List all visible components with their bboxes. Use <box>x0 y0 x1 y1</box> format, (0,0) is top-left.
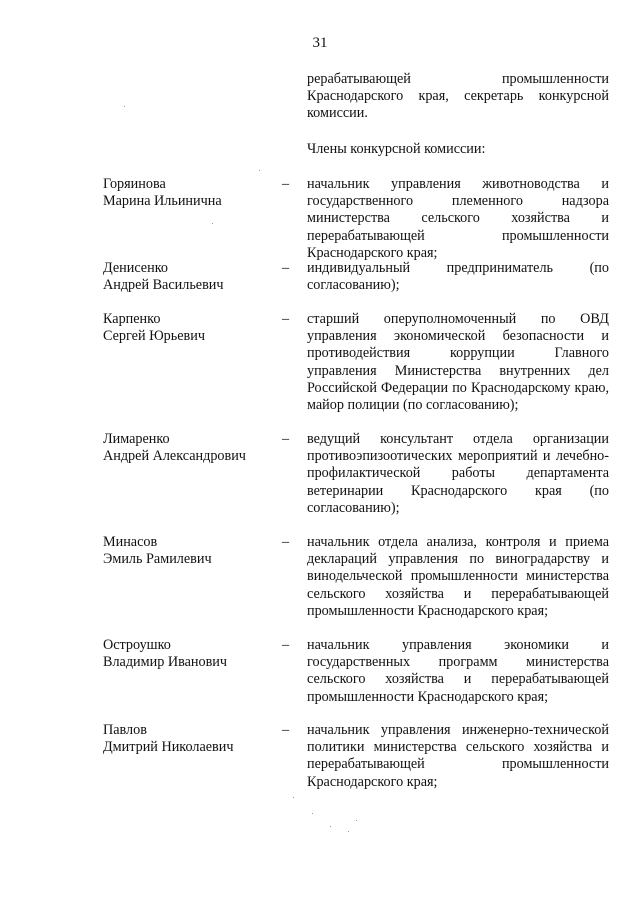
members-heading: Члены конкурсной комиссии: <box>307 141 486 157</box>
member-surname: Лимаренко <box>103 431 170 447</box>
member-dash: – <box>282 176 290 192</box>
member-name <box>103 431 278 465</box>
member-dash: – <box>282 431 290 447</box>
member-dash: – <box>282 311 290 327</box>
member-given-names: Эмиль Рамилевич <box>103 551 212 568</box>
member-role: ведущий консультант отдела организации противоэпизоотических мероприятий и лечебно-профилактической работы департамента ветеринарии Краснодарского края (по согласованию); <box>307 431 609 516</box>
member-given-names: Андрей Александрович <box>103 448 246 465</box>
member-dash: – <box>282 534 290 550</box>
scan-speck <box>293 797 294 798</box>
member-name <box>103 722 278 756</box>
scan-speck <box>124 106 125 107</box>
scan-speck <box>212 223 213 224</box>
member-name <box>103 176 278 210</box>
scan-speck <box>330 826 331 827</box>
member-dash: – <box>282 637 290 653</box>
member-role: начальник управления инженерно-технической политики министерства сельского хозяйства и перерабатывающей промышленности Краснодарского края; <box>307 722 609 790</box>
member-role: начальник отдела анализа, контроля и приема деклараций управления по виноградарству и винодельческой промышленности министерства сельского хозяйства и перерабатывающей промышленности Краснодарского края; <box>307 534 609 619</box>
scan-speck <box>348 831 349 832</box>
member-role: старший оперуполномоченный по ОВД управления экономической безопасности и противодействия коррупции Главного управления Министерства внутренних дел Российской Федерации по Краснодарскому краю, майор полиции (по согласованию); <box>307 311 609 414</box>
member-given-names: Дмитрий Николаевич <box>103 739 234 756</box>
scan-speck <box>312 813 313 814</box>
page-number: 31 <box>312 35 328 51</box>
member-surname: Карпенко <box>103 311 161 327</box>
member-role: индивидуальный предприниматель (по согласованию); <box>307 260 609 294</box>
member-given-names: Марина Ильинична <box>103 193 222 210</box>
member-given-names: Андрей Васильевич <box>103 277 224 294</box>
scan-speck <box>259 170 260 171</box>
member-name <box>103 260 278 294</box>
member-name <box>103 311 278 345</box>
member-given-names: Сергей Юрьевич <box>103 328 205 345</box>
member-role: начальник управления животноводства и государственного племенного надзора министерства сельского хозяйства и перерабатывающей промышленности Краснодарского края; <box>307 176 609 261</box>
member-surname: Минасов <box>103 534 158 550</box>
member-dash: – <box>282 260 290 276</box>
member-surname: Остроушко <box>103 637 171 653</box>
member-dash: – <box>282 722 290 738</box>
secretary-description-continuation: рерабатывающей промышленности Краснодарского края, секретарь конкурсной комиссии. <box>307 71 609 122</box>
member-surname: Горяинова <box>103 176 166 192</box>
member-surname: Павлов <box>103 722 147 738</box>
member-name <box>103 637 278 671</box>
member-surname: Денисенко <box>103 260 168 276</box>
scan-speck <box>356 820 357 821</box>
member-role: начальник управления экономики и государственных программ министерства сельского хозяйства и перерабатывающей промышленности Краснодарского края; <box>307 637 609 705</box>
member-given-names: Владимир Иванович <box>103 654 228 671</box>
member-name <box>103 534 278 568</box>
